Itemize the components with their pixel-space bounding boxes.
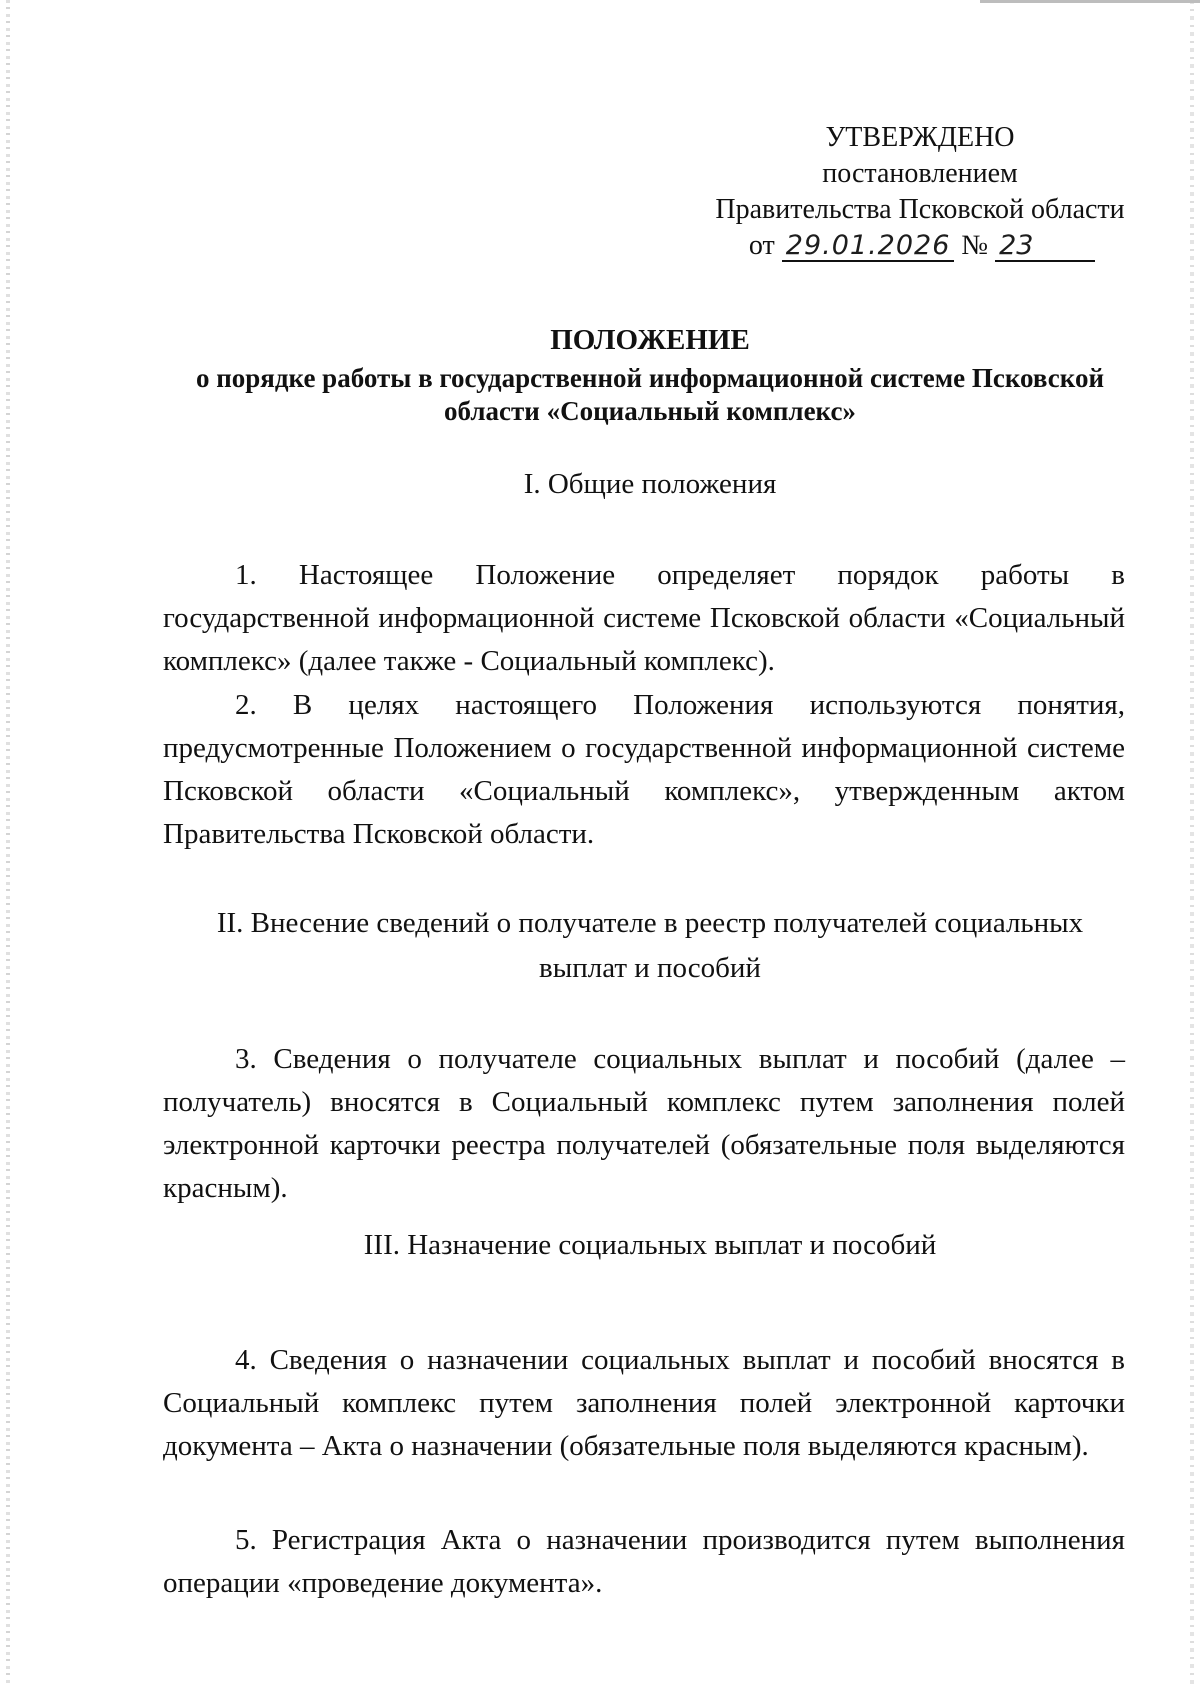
scan-edge-top: [980, 0, 1200, 3]
handwritten-date: 29.01.2026: [782, 232, 955, 262]
approval-line-government: Правительства Псковской области: [715, 194, 1125, 225]
section-heading-3: III. Назначение социальных выплат и пособий: [363, 1229, 937, 1261]
section-heading-2: II. Внесение сведений о получателе в реестр получателей социальных выплат и пособий: [216, 907, 1084, 984]
date-prefix: от: [748, 230, 775, 261]
scan-edge-right: [1190, 0, 1194, 1686]
approval-date-line: [702, 228, 1142, 264]
approval-stamp-block: [700, 120, 1140, 264]
scan-edge-left: [6, 0, 10, 1686]
document-title-block: [150, 322, 1150, 428]
paragraph-3: 3. Сведения о получателе социальных выплат и пособий (далее – получатель) вносятся в Социальный комплекс путем заполнения полей электронной карточки реестра получателей (обязательные поля выделяются красным).: [163, 1043, 1125, 1204]
handwritten-number: 23: [995, 232, 1095, 262]
paragraph-1: 1. Настоящее Положение определяет порядок работы в государственной информационной системе Псковской области «Социальный комплекс» (далее также - Социальный комплекс).: [163, 559, 1125, 677]
section-heading-1: I. Общие положения: [523, 468, 777, 500]
number-sign: №: [961, 230, 989, 261]
document-title: ПОЛОЖЕНИЕ: [550, 324, 750, 356]
document-subtitle: о порядке работы в государственной информационной системе Псковской области «Социальный комплекс»: [195, 363, 1105, 426]
approval-heading: УТВЕРЖДЕНО: [825, 122, 1015, 153]
paragraph-5: 5. Регистрация Акта о назначении производится путем выполнения операции «проведение документа».: [163, 1524, 1125, 1599]
approval-line-decree: постановлением: [822, 158, 1018, 189]
paragraph-2: 2. В целях настоящего Положения используются понятия, предусмотренные Положением о государственной информационной системе Псковской области «Социальный комплекс», утвержденным актом Правительства Псковской области.: [163, 689, 1125, 850]
paragraph-4: 4. Сведения о назначении социальных выплат и пособий вносятся в Социальный комплекс путем заполнения полей электронной карточки документа – Акта о назначении (обязательные поля выделяются красным).: [163, 1344, 1125, 1462]
